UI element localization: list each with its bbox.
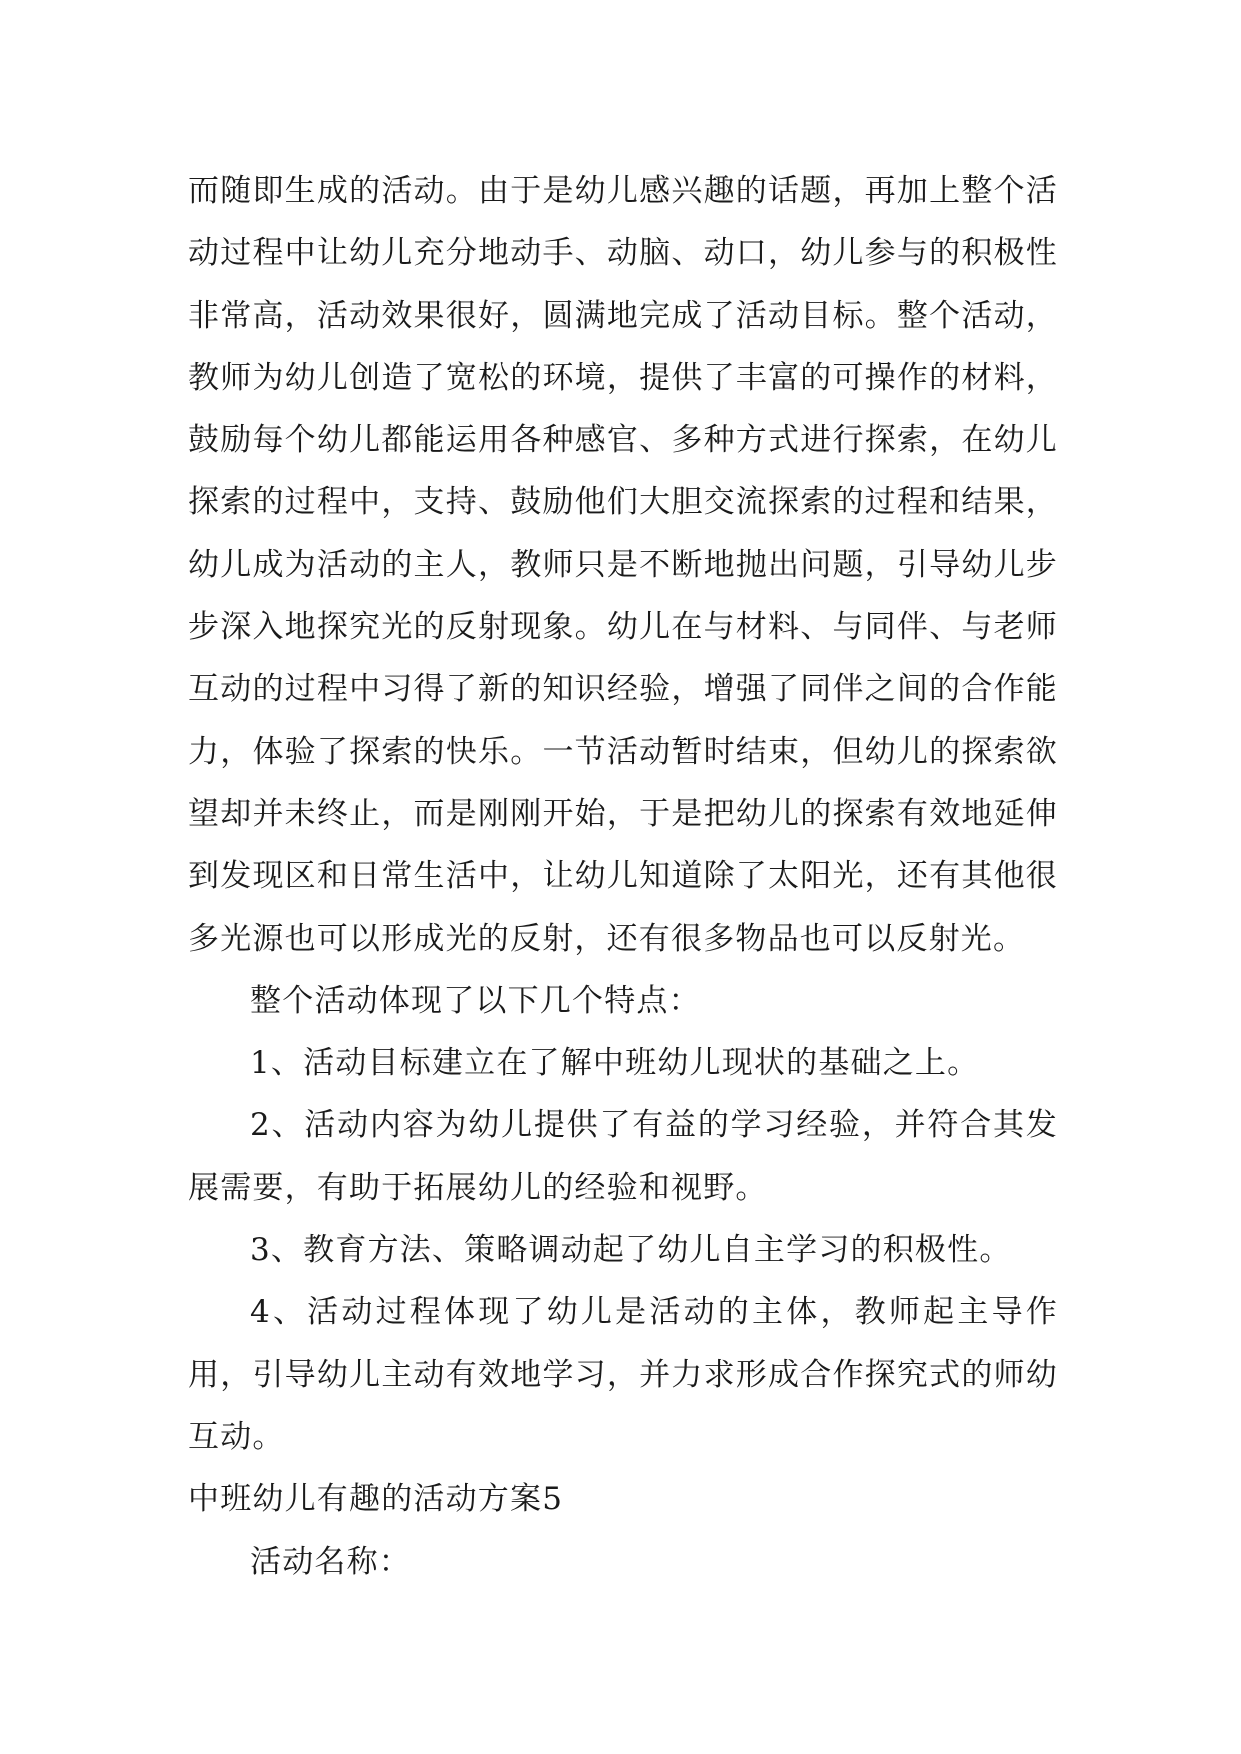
- paragraph-feature-2: 2、活动内容为幼儿提供了有益的学习经验，并符合其发展需要，有助于拓展幼儿的经验和视野。: [188, 1107, 1058, 1206]
- paragraph-features-intro: 整个活动体现了以下几个特点：: [250, 982, 701, 1019]
- document-body: [188, 160, 1058, 1593]
- paragraph-feature-1: 1、活动目标建立在了解中班幼儿现状的基础之上。: [250, 1045, 980, 1082]
- activity-name-label: 活动名称：: [250, 1543, 411, 1580]
- paragraph-feature-3: 3、教育方法、策略调动起了幼儿自主学习的积极性。: [250, 1232, 1012, 1269]
- paragraph-summary: 而随即生成的活动。由于是幼儿感兴趣的话题，再加上整个活动过程中让幼儿充分地动手、动脑、动口，幼儿参与的积极性非常高，活动效果很好，圆满地完成了活动目标。整个活动，教师为幼儿创造了宽松的环境，提供了丰富的可操作的材料，鼓励每个幼儿都能运用各种感官、多种方式进行探索，在幼儿探索的过程中，支持、鼓励他们大胆交流探索的过程和结果，幼儿成为活动的主人，教师只是不断地抛出问题，引导幼儿步步深入地探究光的反射现象。幼儿在与材料、与同伴、与老师互动的过程中习得了新的知识经验，增强了同伴之间的合作能力，体验了探索的快乐。一节活动暂时结束，但幼儿的探索欲望却并未终止，而是刚刚开始，于是把幼儿的探索有效地延伸到发现区和日常生活中，让幼儿知道除了太阳光，还有其他很多光源也可以形成光的反射，还有很多物品也可以反射光。: [188, 173, 1058, 957]
- paragraph-feature-4: 4、活动过程体现了幼儿是活动的主体，教师起主导作用，引导幼儿主动有效地学习，并力求形成合作探究式的师幼互动。: [188, 1294, 1058, 1455]
- section-heading: 中班幼儿有趣的活动方案5: [188, 1481, 564, 1518]
